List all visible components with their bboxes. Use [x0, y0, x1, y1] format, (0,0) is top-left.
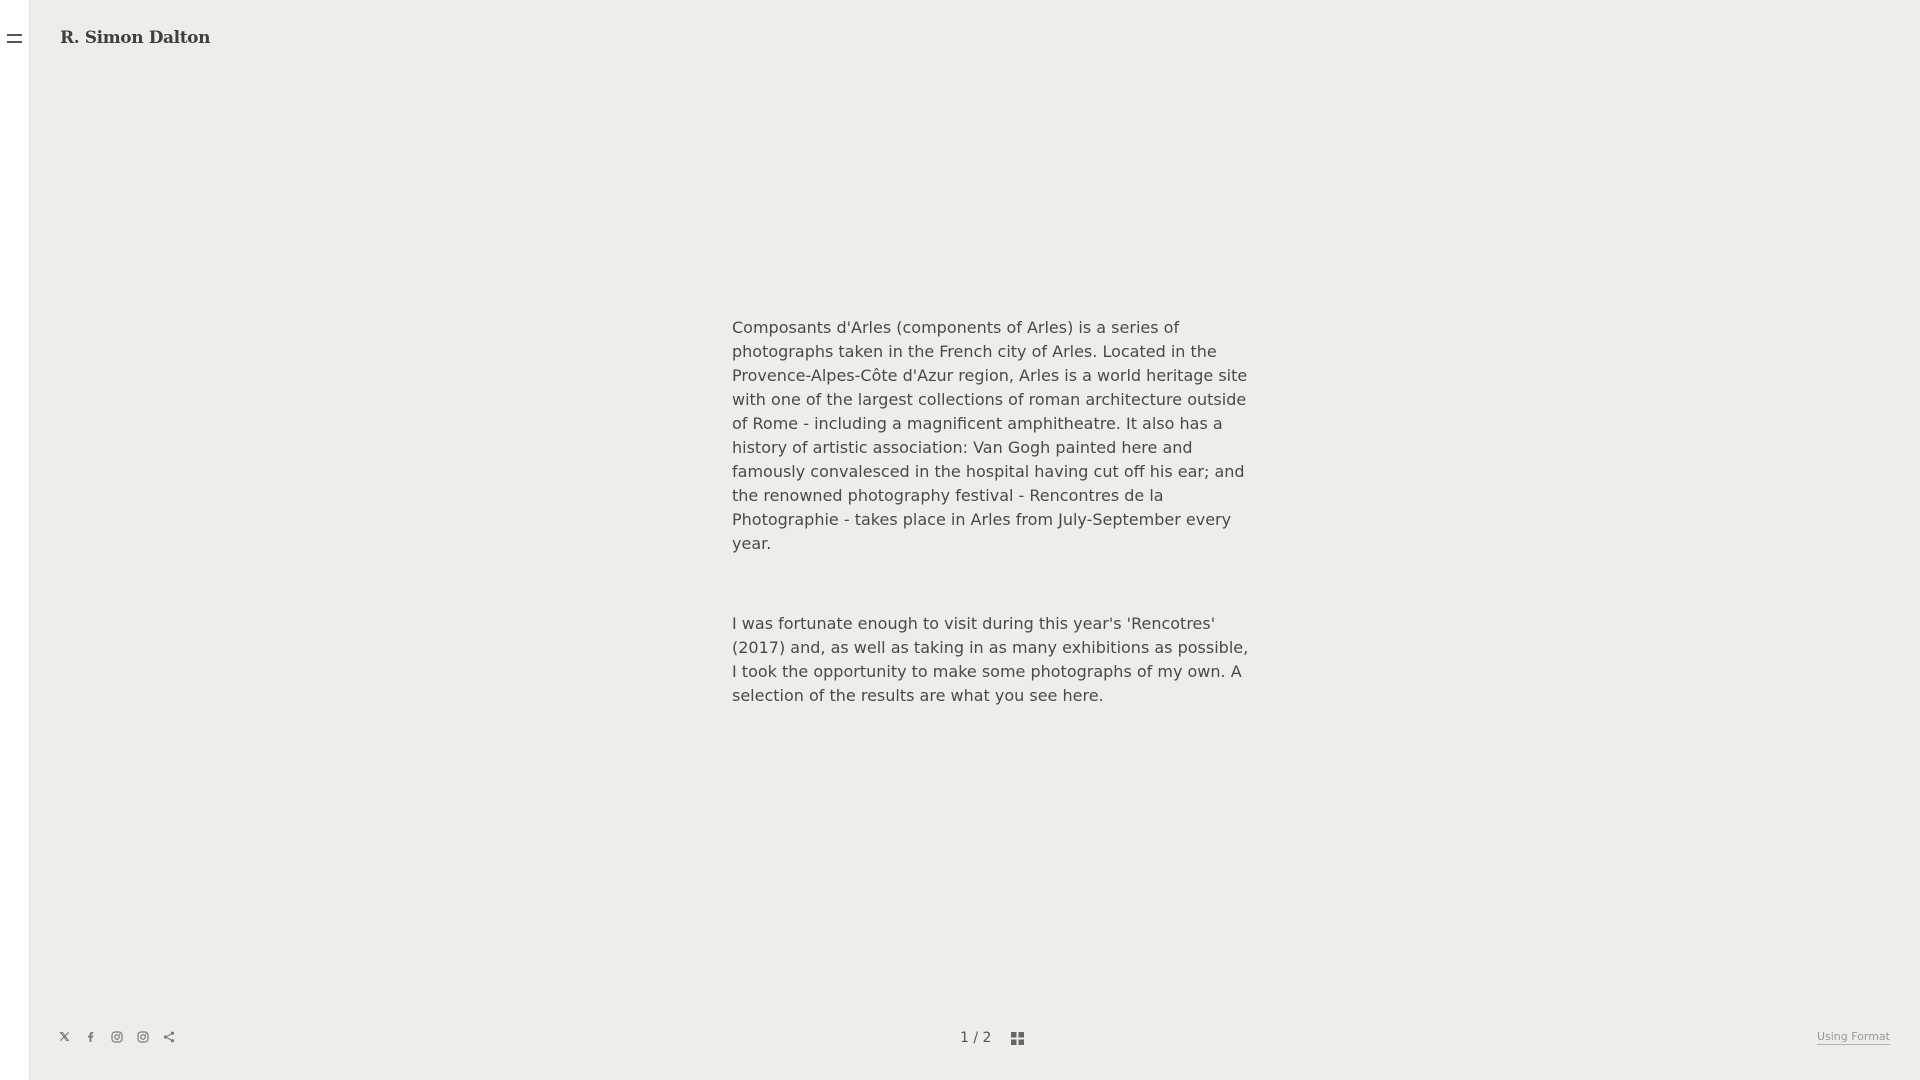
menu-line [7, 41, 22, 43]
description-paragraph-1: Composants d'Arles (components of Arles) is a series of photographs taken in the French city of Arles. Located in the Provence-Alpes-Côte d'Azur region, Arles is a world heritage site with one of the largest collections of roman architecture outside of Rome - including a magnificent amphitheatre. It also has a history of artistic association: Van Gogh painted here and famously convalesced in the hospital having cut off his ear; and the renowned photography festival - Rencontres de la Photographie - takes place in Arles from July-September every year. [732, 318, 1248, 553]
facebook-icon[interactable] [84, 1030, 97, 1043]
main-area [30, 0, 1920, 1080]
instagram-icon[interactable] [110, 1030, 123, 1043]
instagram-icon[interactable] [136, 1030, 149, 1043]
sidebar [0, 0, 30, 1080]
using-format-link[interactable]: Using Format [1816, 1030, 1890, 1043]
description-paragraph-2: I was fortunate enough to visit during this year's 'Rencotres' (2017) and, as well as taking in as many exhibitions as possible, I took the opportunity to make some photographs of my own. A selection of the results are what you see here. [732, 614, 1249, 705]
page-counter: 1 / 2 [960, 1030, 992, 1046]
site-title[interactable]: R. Simon Dalton [60, 28, 211, 48]
hamburger-menu-icon[interactable] [7, 34, 23, 44]
x-icon[interactable] [58, 1030, 71, 1043]
share-icon[interactable] [162, 1030, 175, 1043]
project-description [732, 316, 1252, 764]
menu-line [7, 34, 22, 36]
grid-view-icon[interactable] [1011, 1032, 1024, 1045]
pagination [960, 1030, 1024, 1046]
social-links [58, 1030, 175, 1043]
